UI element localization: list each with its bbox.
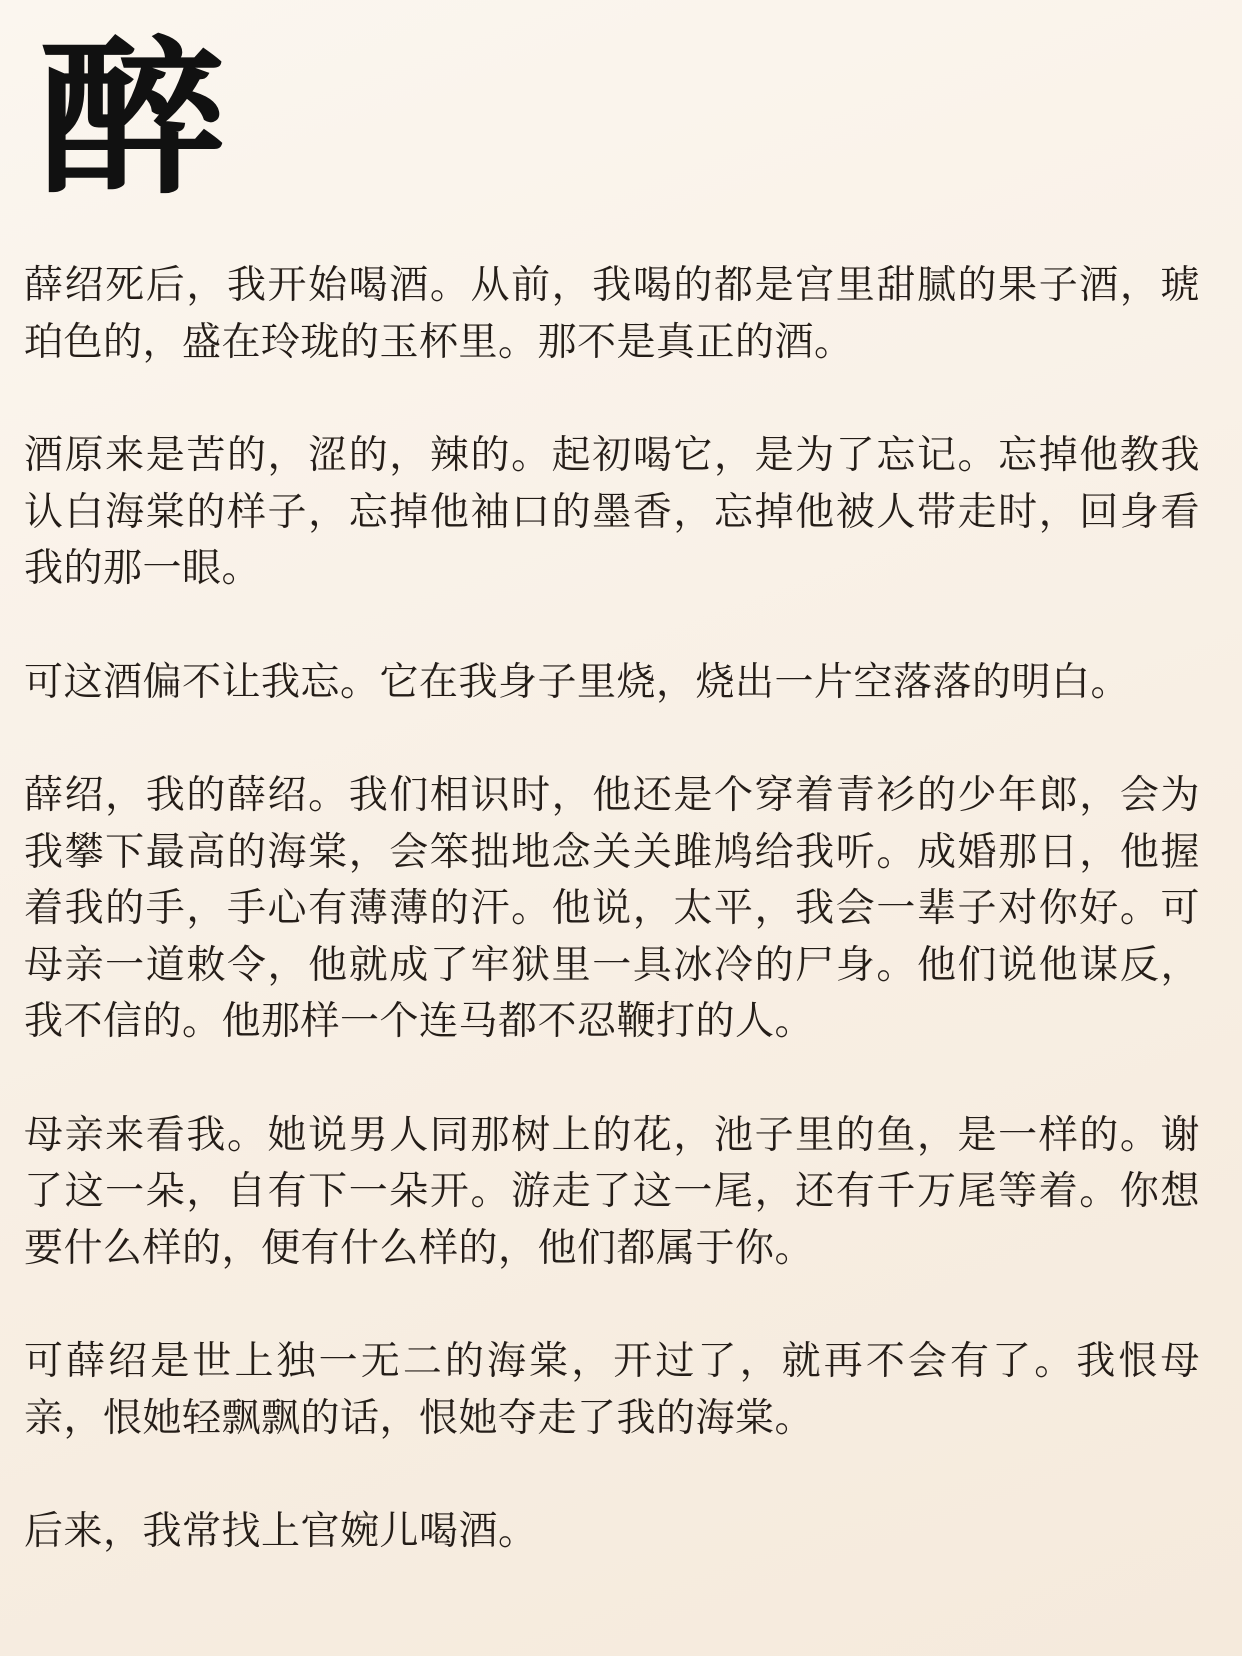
paragraph-2: 酒原来是苦的，涩的，辣的。起初喝它，是为了忘记。忘掉他教我认白海棠的样子，忘掉他袖口的墨香，忘掉他被人带走时，回身看我的那一眼。 <box>24 433 1200 591</box>
paragraph-5: 母亲来看我。她说男人同那树上的花，池子里的鱼，是一样的。谢了这一朵，自有下一朵开。游走了这一尾，还有千万尾等着。你想要什么样的，便有什么样的，他们都属于你。 <box>24 1112 1200 1271</box>
paragraph-4: 薛绍，我的薛绍。我们相识时，他还是个穿着青衫的少年郎，会为我攀下最高的海棠，会笨拙地念关关雎鸠给我听。成婚那日，他握着我的手，手心有薄薄的汗。他说，太平，我会一辈子对你好。可母亲一道敕令，他就成了牢狱里一具冰冷的尸身。他们说他谋反，我不信的。他那样一个连马都不忍鞭打的人。 <box>24 773 1200 1044</box>
document-body <box>24 258 1200 1561</box>
paragraph-7: 后来，我常找上官婉儿喝酒。 <box>24 1509 538 1554</box>
paragraph-6: 可薛绍是世上独一无二的海棠，开过了，就再不会有了。我恨母亲，恨她轻飘飘的话，恨她夺走了我的海棠。 <box>24 1339 1200 1441</box>
paragraph-3: 可这酒偏不让我忘。它在我身子里烧，烧出一片空落落的明白。 <box>24 659 1131 705</box>
page-title: 醉 <box>38 18 226 218</box>
paragraph-1: 薛绍死后，我开始喝酒。从前，我喝的都是宫里甜腻的果子酒，琥珀色的，盛在玲珑的玉杯里。那不是真正的酒。 <box>24 263 1200 365</box>
